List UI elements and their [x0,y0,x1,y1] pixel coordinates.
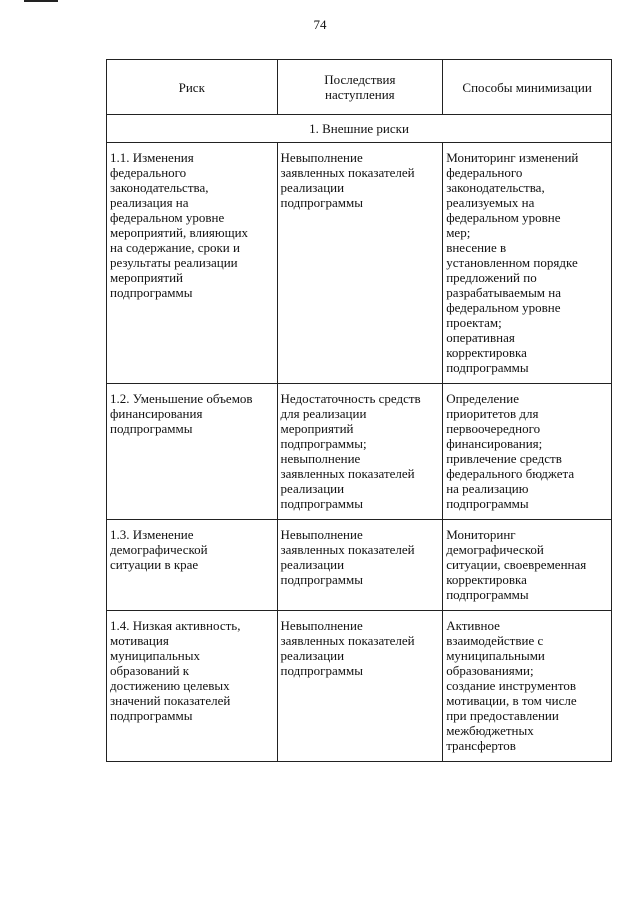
mitigation-cell: Мониторинг демографической ситуации, своевременная корректировка подпрограммы [443,520,612,611]
consequence-cell: Недостаточность средств для реализации мероприятий подпрограммы; невыполнение заявленных показателей реализации подпрограммы [277,384,443,520]
risk-cell: 1.1. Изменения федерального законодательства, реализация на федеральном уровне мероприятий, влияющих на содержание, сроки и результаты реализации мероприятий подпрограммы [107,143,278,384]
table-row [107,143,612,384]
mitigation-cell: Определение приоритетов для первоочередного финансирования; привлечение средств федерального бюджета на реализацию подпрограммы [443,384,612,520]
consequence-cell: Невыполнение заявленных показателей реализации подпрограммы [277,520,443,611]
table-header-row [107,60,612,115]
mitigation-cell: Мониторинг изменений федерального законодательства, реализуемых на федеральном уровне мер; внесение в установленном порядке предложений по разрабатываемым на федеральном уровне проектам; оперативная корректировка подпрограммы [443,143,612,384]
header-mitigation: Способы минимизации [443,60,612,115]
page-number: 74 [313,17,327,32]
header-risk: Риск [107,60,278,115]
risk-cell: 1.2. Уменьшение объемов финансирования подпрограммы [107,384,278,520]
consequence-cell: Невыполнение заявленных показателей реализации подпрограммы [277,611,443,762]
section-title: 1. Внешние риски [107,115,612,143]
scan-edge-mark [24,0,58,2]
table-row [107,611,612,762]
section-row [107,115,612,143]
consequence-cell: Невыполнение заявленных показателей реализации подпрограммы [277,143,443,384]
risk-cell: 1.4. Низкая активность, мотивация муниципальных образований к достижению целевых значений показателей подпрограммы [107,611,278,762]
table-row [107,384,612,520]
table-row [107,520,612,611]
risk-table [106,59,612,762]
header-consequences: Последствия наступления [277,60,443,115]
risk-cell: 1.3. Изменение демографической ситуации в крае [107,520,278,611]
mitigation-cell: Активное взаимодействие с муниципальными образованиями; создание инструментов мотивации, в том числе при предоставлении межбюджетных трансфертов [443,611,612,762]
